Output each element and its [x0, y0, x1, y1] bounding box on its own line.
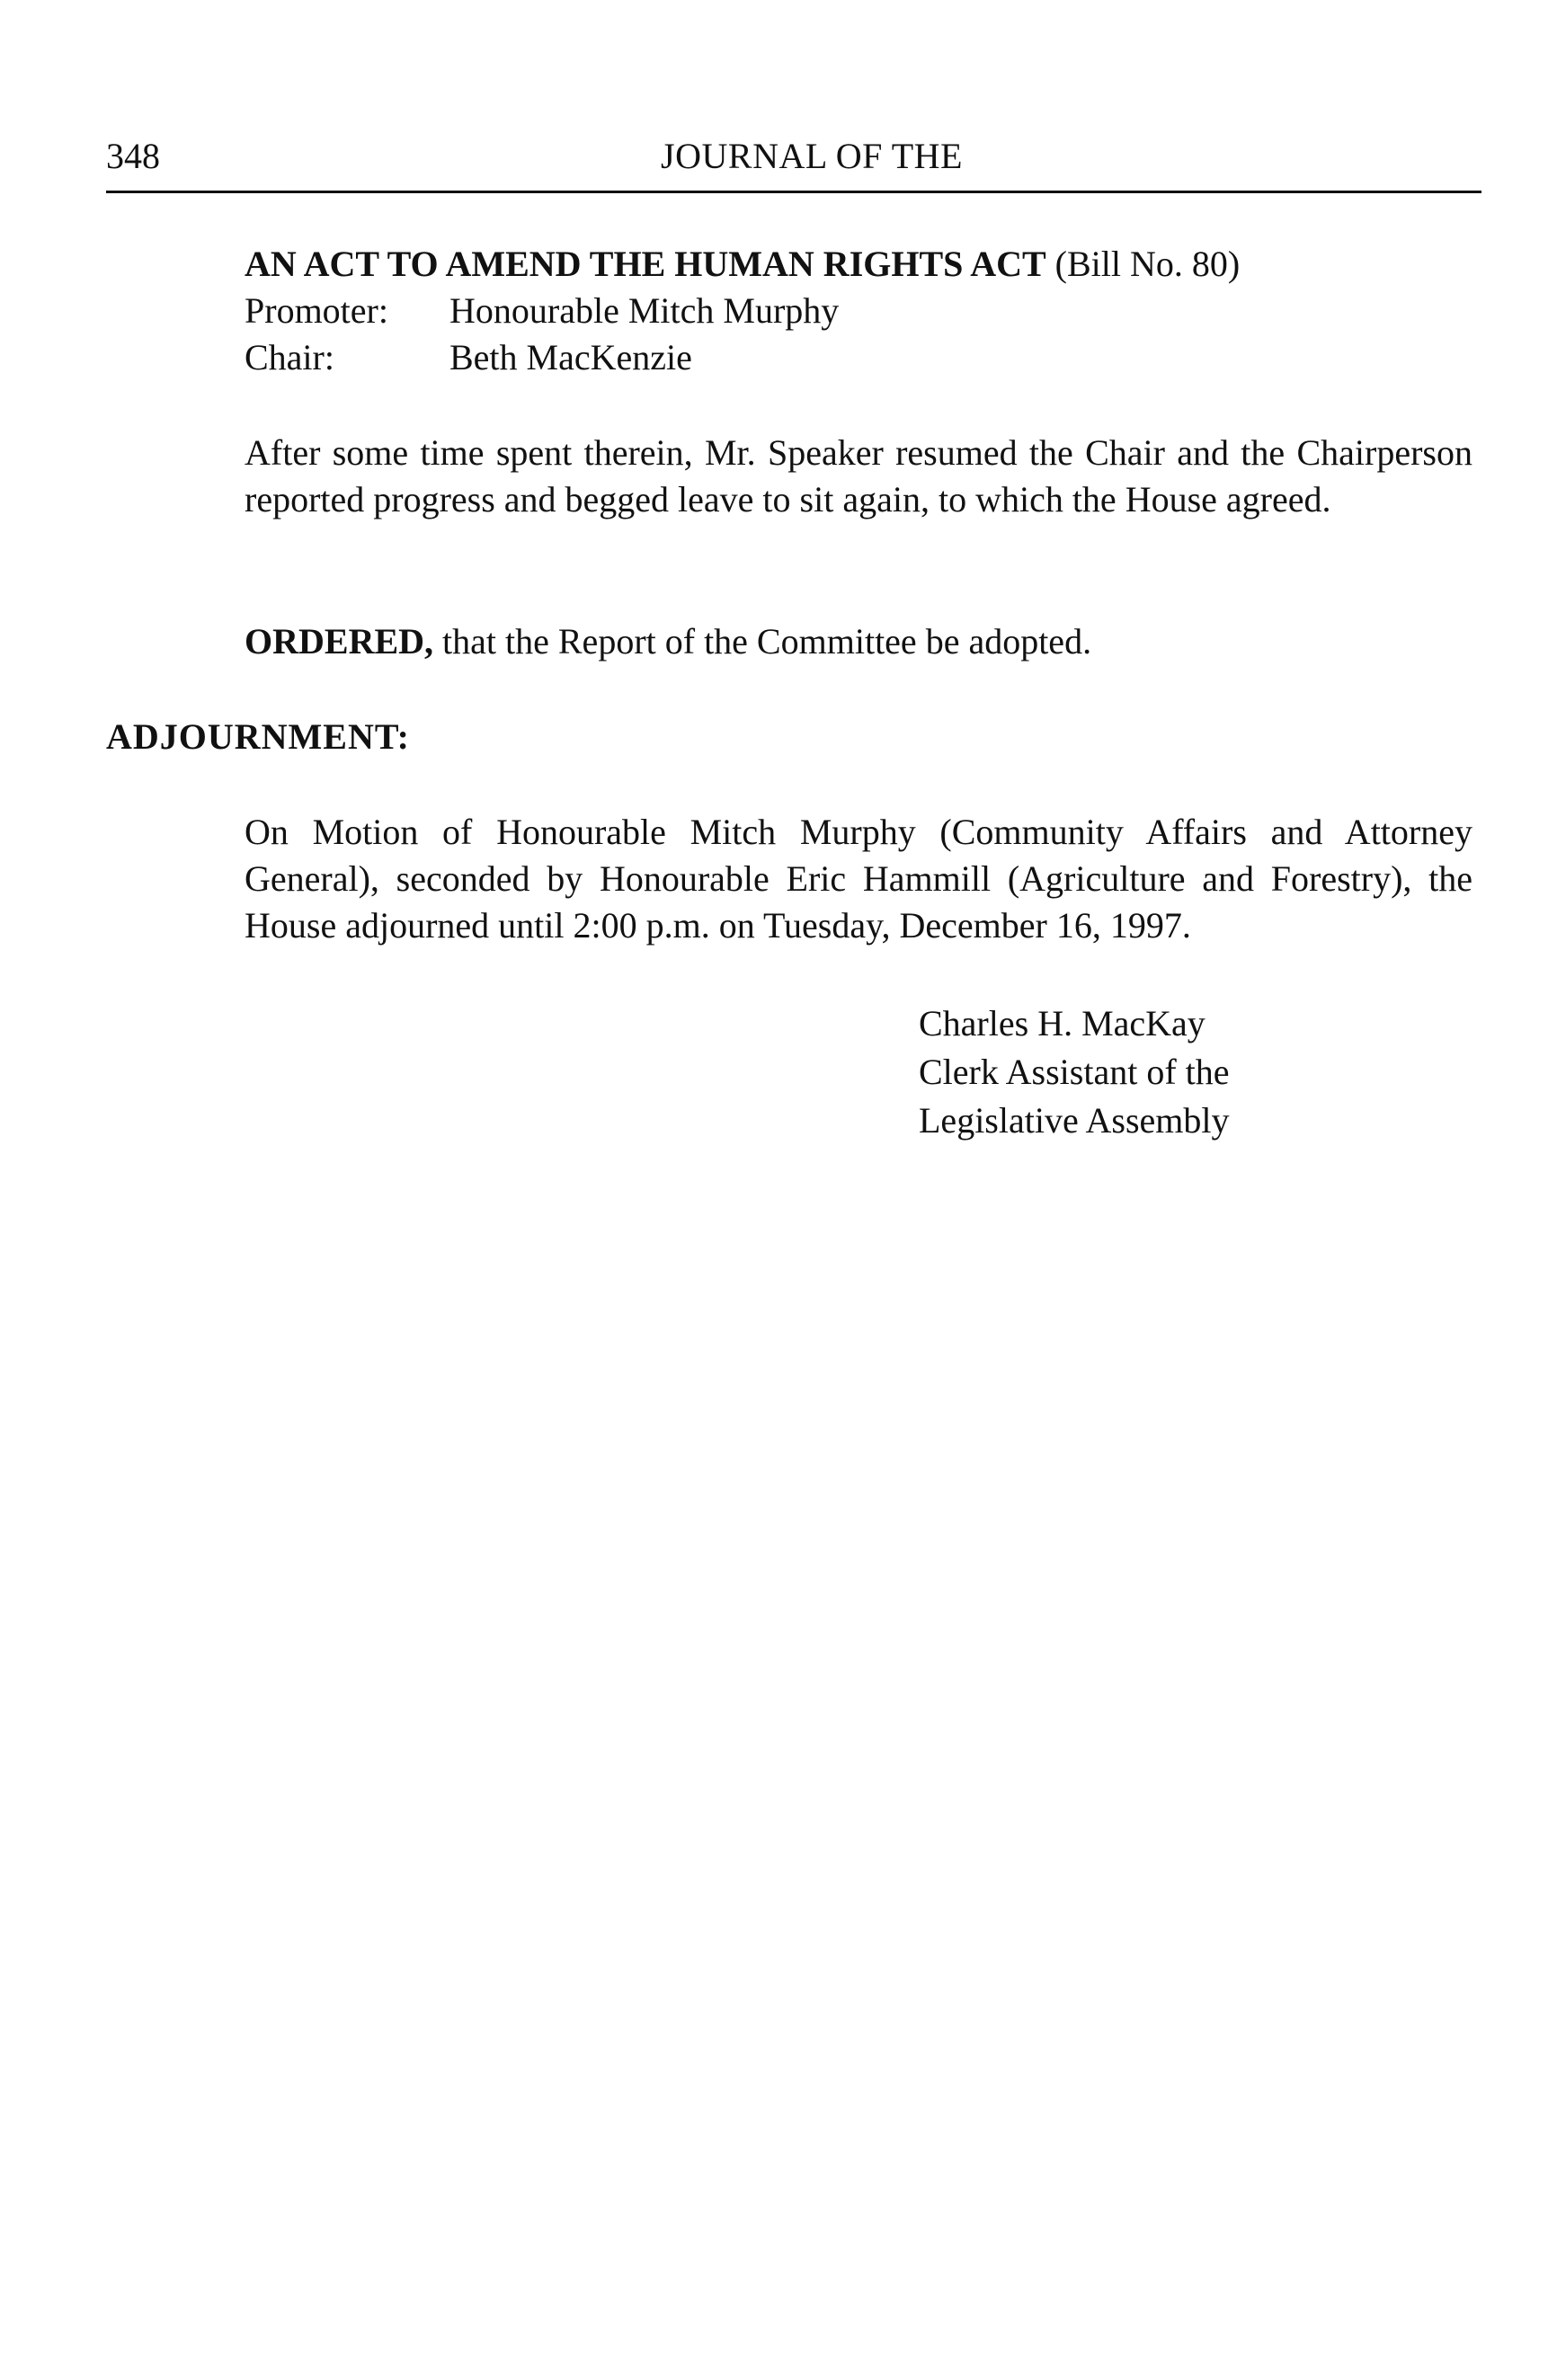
signatory-title-line2: Legislative Assembly — [919, 1100, 1230, 1141]
signatory-title-line1: Clerk Assistant of the — [919, 1052, 1230, 1092]
ordered-lead: ORDERED, — [245, 621, 434, 662]
ordered-paragraph — [245, 618, 1472, 665]
adjournment-motion: On Motion of Honourable Mitch Murphy (Community Affairs and Attorney General), seconded by Honourable Eric Hammill (Agriculture and Forestry), the House adjourned until 2:00 p.m. on Tuesday, December 16, 1997. — [245, 812, 1472, 946]
adjournment-heading: ADJOURNMENT: — [106, 716, 410, 757]
bill-section — [245, 241, 1472, 381]
progress-paragraph: After some time spent therein, Mr. Speaker resumed the Chair and the Chairperson reported progress and begged leave to sit again, to which the House agreed. — [245, 432, 1472, 520]
bill-reference: (Bill No. 80) — [1045, 244, 1241, 284]
page-number: 348 — [106, 136, 160, 176]
bill-title-line — [245, 241, 1472, 288]
bill-title: AN ACT TO AMEND THE HUMAN RIGHTS ACT — [245, 244, 1046, 284]
promoter-label: Promoter: — [245, 290, 388, 331]
signatory-name: Charles H. MacKay — [919, 1003, 1206, 1043]
chair-value: Beth MacKenzie — [449, 337, 692, 377]
ordered-text: that the Report of the Committee be adopted. — [433, 621, 1092, 662]
promoter-row — [245, 288, 1472, 334]
promoter-value: Honourable Mitch Murphy — [449, 290, 840, 331]
chair-row — [245, 334, 1472, 381]
chair-label: Chair: — [245, 337, 334, 377]
signature-block — [919, 999, 1230, 1145]
running-head: JOURNAL OF THE — [661, 136, 963, 176]
page-header — [106, 135, 1481, 193]
